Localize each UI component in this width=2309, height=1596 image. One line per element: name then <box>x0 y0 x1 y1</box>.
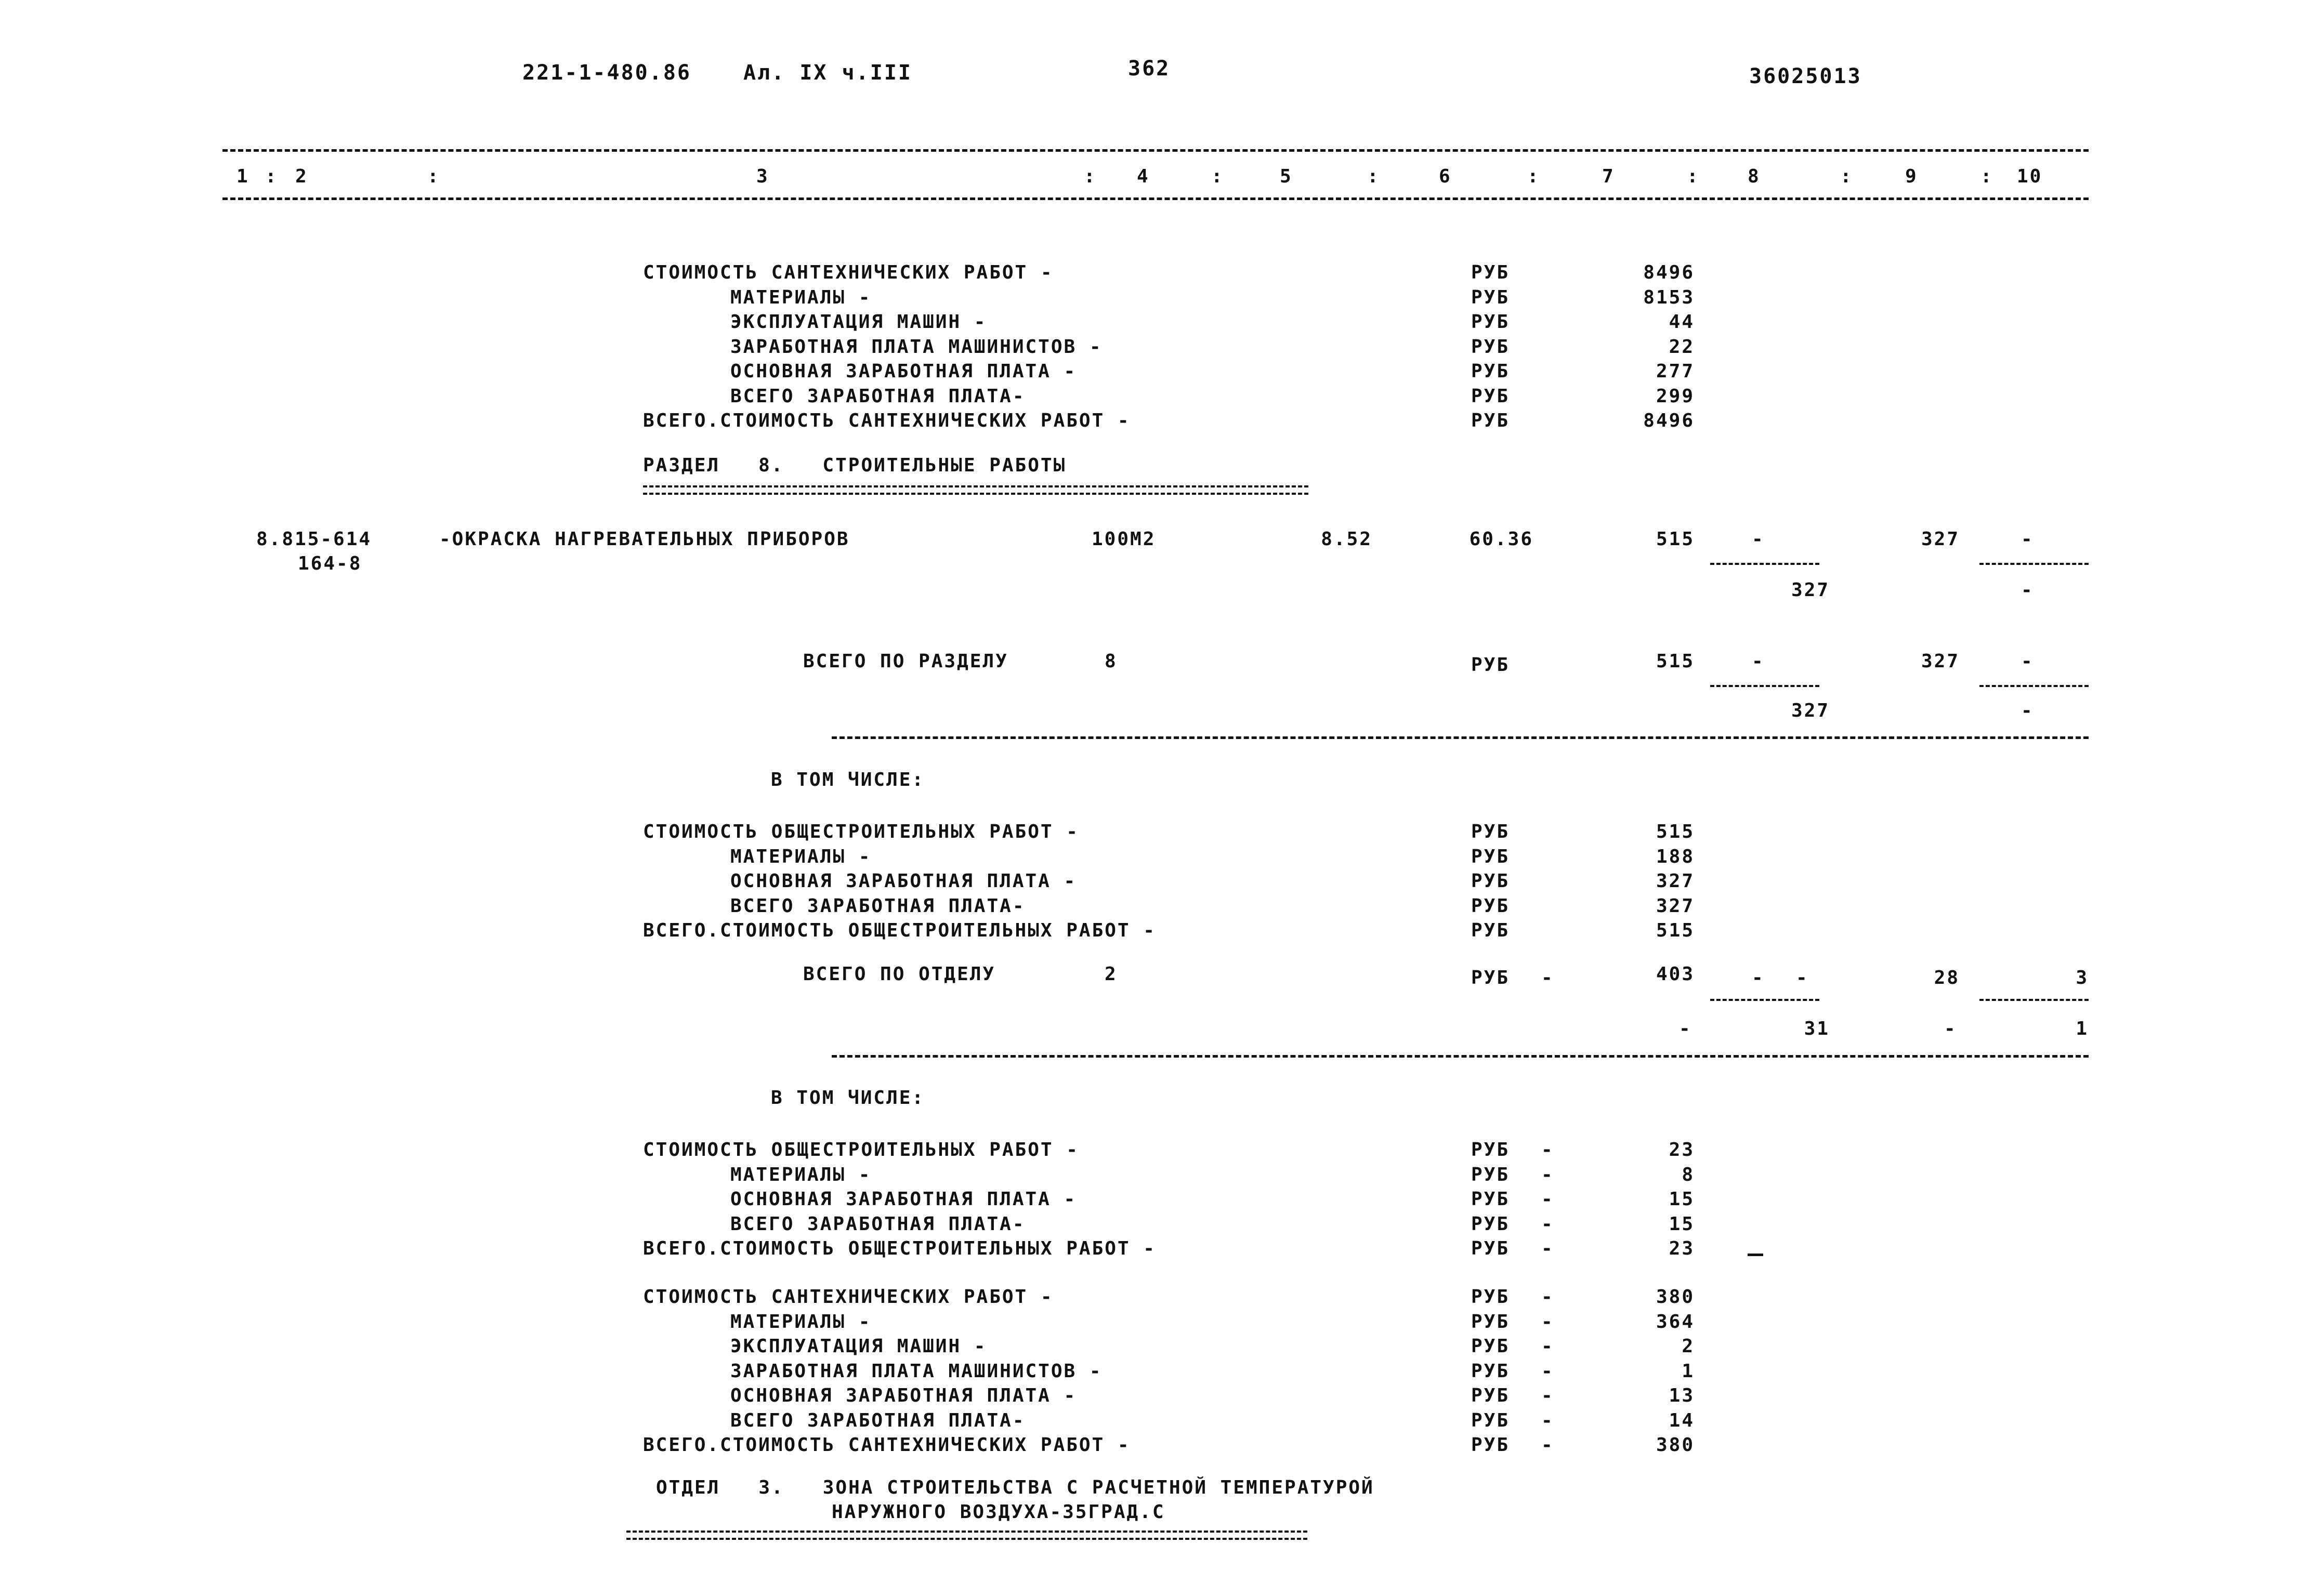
cost-row-value: 8496 <box>1643 410 1695 431</box>
dept3-title-line2: НАРУЖНОГО ВОЗДУХА-35ГРАД.С <box>832 1501 1165 1523</box>
cost-row-value: 380 <box>1656 1286 1695 1308</box>
column-header-cell: : <box>1367 166 1380 187</box>
cost-row-label: ВСЕГО.СТОИМОСТЬ САНТЕХНИЧЕСКИХ РАБОТ - <box>643 410 1131 431</box>
cost-row-label: ВСЕГО.СТОИМОСТЬ САНТЕХНИЧЕСКИХ РАБОТ - <box>643 1434 1131 1456</box>
cost-row-value: 22 <box>1669 336 1695 358</box>
cost-row-value: 8 <box>1682 1164 1695 1185</box>
cost-row-value: 2 <box>1682 1336 1695 1357</box>
dept-total-label: ВСЕГО ПО ОТДЕЛУ <box>803 964 996 985</box>
column-header-cell: : <box>265 166 278 187</box>
item-unit: 100М2 <box>1092 529 1156 550</box>
cost-row-unit: РУБ <box>1471 1385 1510 1406</box>
cost-row-label: ВСЕГО.СТОИМОСТЬ ОБЩЕСТРОИТЕЛЬНЫХ РАБОТ - <box>643 920 1156 941</box>
dept-total-col10: 3 <box>2076 967 2089 988</box>
including-label-1: В ТОМ ЧИСЛЕ: <box>771 769 925 790</box>
section-title: РАЗДЕЛ 8. СТРОИТЕЛЬНЫЕ РАБОТЫ <box>643 455 1067 476</box>
column-header-cell: 8 <box>1748 166 1761 187</box>
album-ref: Ал. IX ч.III <box>743 61 912 85</box>
cost-row-unit: РУБ <box>1471 336 1510 358</box>
cost-row-unit: РУБ <box>1471 1409 1510 1431</box>
section-total-col8-rule <box>1710 685 1819 687</box>
item-code: 8.815-614 <box>256 529 372 550</box>
cost-row-label: МАТЕРИАЛЫ - <box>730 846 872 867</box>
column-header-cell: 10 <box>2017 166 2043 187</box>
column-header-cell: 7 <box>1602 166 1615 187</box>
cost-row-unit: РУБ <box>1471 1286 1510 1308</box>
section-total-num: 8 <box>1105 651 1118 672</box>
cost-row-dash: - <box>1541 1286 1554 1308</box>
cost-row-value: 14 <box>1669 1409 1695 1431</box>
item-col10-rule <box>1979 563 2089 565</box>
cost-row-value: 188 <box>1656 846 1695 867</box>
header-rule-top <box>222 149 2089 152</box>
cost-row-label: ВСЕГО ЗАРАБОТНАЯ ПЛАТА- <box>730 1409 1026 1431</box>
cost-row-dash: - <box>1541 1238 1554 1259</box>
cost-row-dash: - <box>1541 1311 1554 1333</box>
cost-row-label: ОСНОВНАЯ ЗАРАБОТНАЯ ПЛАТА - <box>730 1189 1077 1210</box>
cost-row-unit: РУБ <box>1471 1213 1510 1235</box>
cost-row-dash: - <box>1541 1189 1554 1210</box>
cost-row-label: СТОИМОСТЬ ОБЩЕСТРОИТЕЛЬНЫХ РАБОТ - <box>643 1139 1079 1160</box>
cost-row-unit: РУБ <box>1471 410 1510 431</box>
including-label-2: В ТОМ ЧИСЛЕ: <box>771 1087 925 1109</box>
section-total-col10-rule <box>1979 685 2089 687</box>
page-number: 362 <box>1128 57 1171 81</box>
cost-row-unit: РУБ <box>1471 262 1510 283</box>
header-rule-bottom <box>222 197 2089 200</box>
column-header-cell: : <box>1084 166 1097 187</box>
dept-total-col9: 28 <box>1934 967 1960 988</box>
dept-total-col8b: - <box>1796 967 1809 988</box>
column-header-cell: : <box>1840 166 1853 187</box>
dept-total-col10-rule <box>1979 999 2089 1001</box>
cost-row-dash: - <box>1541 1213 1554 1235</box>
cost-row-unit: РУБ <box>1471 870 1510 892</box>
section-total-label: ВСЕГО ПО РАЗДЕЛУ <box>803 651 1008 672</box>
cost-row-unit: РУБ <box>1471 920 1510 941</box>
item-sub-col10: - <box>2021 579 2034 601</box>
column-header-cell: : <box>1211 166 1224 187</box>
cost-row-value: 13 <box>1669 1385 1695 1406</box>
section-total-sub-col10: - <box>2021 700 2034 721</box>
item-col8-rule <box>1710 563 1819 565</box>
cost-row-value: 364 <box>1656 1311 1695 1333</box>
column-header-cell: 3 <box>756 166 769 187</box>
cost-row-unit: РУБ <box>1471 1360 1510 1382</box>
doc-number: 36025013 <box>1749 64 1862 88</box>
column-header-cell: 1 <box>237 166 250 187</box>
cost-row-label: СТОИМОСТЬ САНТЕХНИЧЕСКИХ РАБОТ - <box>643 1286 1054 1308</box>
column-header-cell: 6 <box>1439 166 1452 187</box>
cost-row-value: 299 <box>1656 385 1695 407</box>
cost-row-unit: РУБ <box>1471 1434 1510 1456</box>
dept3-title-line1: ОТДЕЛ 3. ЗОНА СТРОИТЕЛЬСТВА С РАСЧЕТНОЙ ТЕМПЕРАТУРОЙ <box>656 1477 1374 1498</box>
cost-row-label: ВСЕГО.СТОИМОСТЬ ОБЩЕСТРОИТЕЛЬНЫХ РАБОТ - <box>643 1238 1156 1259</box>
section-total-col10: - <box>2021 651 2034 672</box>
dept-total-sub-col9: - <box>1944 1018 1957 1039</box>
trailing-mark <box>1748 1254 1763 1256</box>
section-total-value: 515 <box>1656 651 1695 672</box>
cost-row-dash: - <box>1541 1385 1554 1406</box>
section-total-unit: РУБ <box>1471 654 1510 676</box>
cost-row-dash: - <box>1541 1409 1554 1431</box>
dept-total-col8-rule <box>1710 999 1819 1001</box>
cost-row-dash: - <box>1541 1360 1554 1382</box>
cost-row-unit: РУБ <box>1471 1336 1510 1357</box>
column-header-cell: 2 <box>295 166 308 187</box>
section-total-sub-col8: 327 <box>1791 700 1830 721</box>
cost-row-unit: РУБ <box>1471 286 1510 308</box>
cost-row-label: ОСНОВНАЯ ЗАРАБОТНАЯ ПЛАТА - <box>730 870 1077 892</box>
cost-row-unit: РУБ <box>1471 311 1510 333</box>
cost-row-dash: - <box>1541 1139 1554 1160</box>
cost-row-label: ВСЕГО ЗАРАБОТНАЯ ПЛАТА- <box>730 1213 1026 1235</box>
dept-total-col8: - <box>1752 967 1765 988</box>
item-code-2: 164-8 <box>298 553 362 574</box>
item-qty: 8.52 <box>1321 529 1372 550</box>
section-total-rule <box>832 736 2089 739</box>
cost-row-label: ОСНОВНАЯ ЗАРАБОТНАЯ ПЛАТА - <box>730 361 1077 382</box>
cost-row-label: ВСЕГО ЗАРАБОТНАЯ ПЛАТА- <box>730 385 1026 407</box>
cost-row-dash: - <box>1541 1336 1554 1357</box>
cost-row-label: ЗАРАБОТНАЯ ПЛАТА МАШИНИСТОВ - <box>730 1360 1103 1382</box>
cost-row-dash: - <box>1541 1164 1554 1185</box>
cost-row-label: ЭКСПЛУАТАЦИЯ МАШИН - <box>730 1336 987 1357</box>
item-name: -ОКРАСКА НАГРЕВАТЕЛЬНЫХ ПРИБОРОВ <box>439 529 850 550</box>
cost-row-value: 8153 <box>1643 286 1695 308</box>
cost-row-value: 15 <box>1669 1189 1695 1210</box>
item-col8: - <box>1752 529 1765 550</box>
column-header-cell: : <box>1687 166 1700 187</box>
column-header-cell: 4 <box>1137 166 1150 187</box>
cost-row-label: ВСЕГО ЗАРАБОТНАЯ ПЛАТА- <box>730 895 1026 917</box>
cost-row-label: СТОИМОСТЬ САНТЕХНИЧЕСКИХ РАБОТ - <box>643 262 1054 283</box>
cost-row-value: 23 <box>1669 1139 1695 1160</box>
cost-row-value: 327 <box>1656 895 1695 917</box>
cost-row-unit: РУБ <box>1471 385 1510 407</box>
cost-row-unit: РУБ <box>1471 846 1510 867</box>
dept-total-sub-col10: 1 <box>2076 1018 2089 1039</box>
dept-total-rule <box>832 1055 2089 1058</box>
cost-row-label: МАТЕРИАЛЫ - <box>730 286 872 308</box>
dept-total-value: 403 <box>1656 964 1695 985</box>
cost-row-label: МАТЕРИАЛЫ - <box>730 1311 872 1333</box>
dept-total-dash: - <box>1541 967 1554 988</box>
cost-row-value: 515 <box>1656 920 1695 941</box>
dept-total-sub-col8: 31 <box>1804 1018 1830 1039</box>
cost-row-label: МАТЕРИАЛЫ - <box>730 1164 872 1185</box>
cost-row-label: СТОИМОСТЬ ОБЩЕСТРОИТЕЛЬНЫХ РАБОТ - <box>643 821 1079 842</box>
cost-row-label: ЗАРАБОТНАЯ ПЛАТА МАШИНИСТОВ - <box>730 336 1103 358</box>
dept-total-unit: РУБ <box>1471 967 1510 988</box>
cost-row-unit: РУБ <box>1471 1139 1510 1160</box>
item-col10: - <box>2021 529 2034 550</box>
cost-row-value: 277 <box>1656 361 1695 382</box>
column-header-cell: : <box>1980 166 1993 187</box>
column-header-cell: : <box>427 166 440 187</box>
item-price: 60.36 <box>1469 529 1533 550</box>
cost-row-unit: РУБ <box>1471 895 1510 917</box>
section-total-col9: 327 <box>1921 651 1960 672</box>
cost-row-unit: РУБ <box>1471 361 1510 382</box>
cost-row-value: 327 <box>1656 870 1695 892</box>
cost-row-value: 8496 <box>1643 262 1695 283</box>
cost-row-label: ЭКСПЛУАТАЦИЯ МАШИН - <box>730 311 987 333</box>
section-title-underline <box>643 485 1308 495</box>
column-header-cell: 9 <box>1905 166 1918 187</box>
cost-row-value: 1 <box>1682 1360 1695 1382</box>
item-sub-col8: 327 <box>1791 579 1830 601</box>
item-col9: 327 <box>1921 529 1960 550</box>
cost-row-unit: РУБ <box>1471 1311 1510 1333</box>
column-header-cell: : <box>1527 166 1540 187</box>
cost-row-value: 23 <box>1669 1238 1695 1259</box>
cost-row-unit: РУБ <box>1471 1238 1510 1259</box>
cost-row-value: 515 <box>1656 821 1695 842</box>
cost-row-unit: РУБ <box>1471 1189 1510 1210</box>
cost-row-unit: РУБ <box>1471 821 1510 842</box>
dept-total-sub-col7: - <box>1679 1018 1692 1039</box>
cost-row-value: 380 <box>1656 1434 1695 1456</box>
column-header-cell: 5 <box>1280 166 1293 187</box>
cost-row-value: 15 <box>1669 1213 1695 1235</box>
dept3-title-underline <box>626 1531 1307 1540</box>
doc-code: 221-1-480.86 <box>522 61 691 85</box>
cost-row-label: ОСНОВНАЯ ЗАРАБОТНАЯ ПЛАТА - <box>730 1385 1077 1406</box>
item-total: 515 <box>1656 529 1695 550</box>
cost-row-unit: РУБ <box>1471 1164 1510 1185</box>
dept-total-num: 2 <box>1105 964 1118 985</box>
section-total-col8: - <box>1752 651 1765 672</box>
cost-row-value: 44 <box>1669 311 1695 333</box>
cost-row-dash: - <box>1541 1434 1554 1456</box>
